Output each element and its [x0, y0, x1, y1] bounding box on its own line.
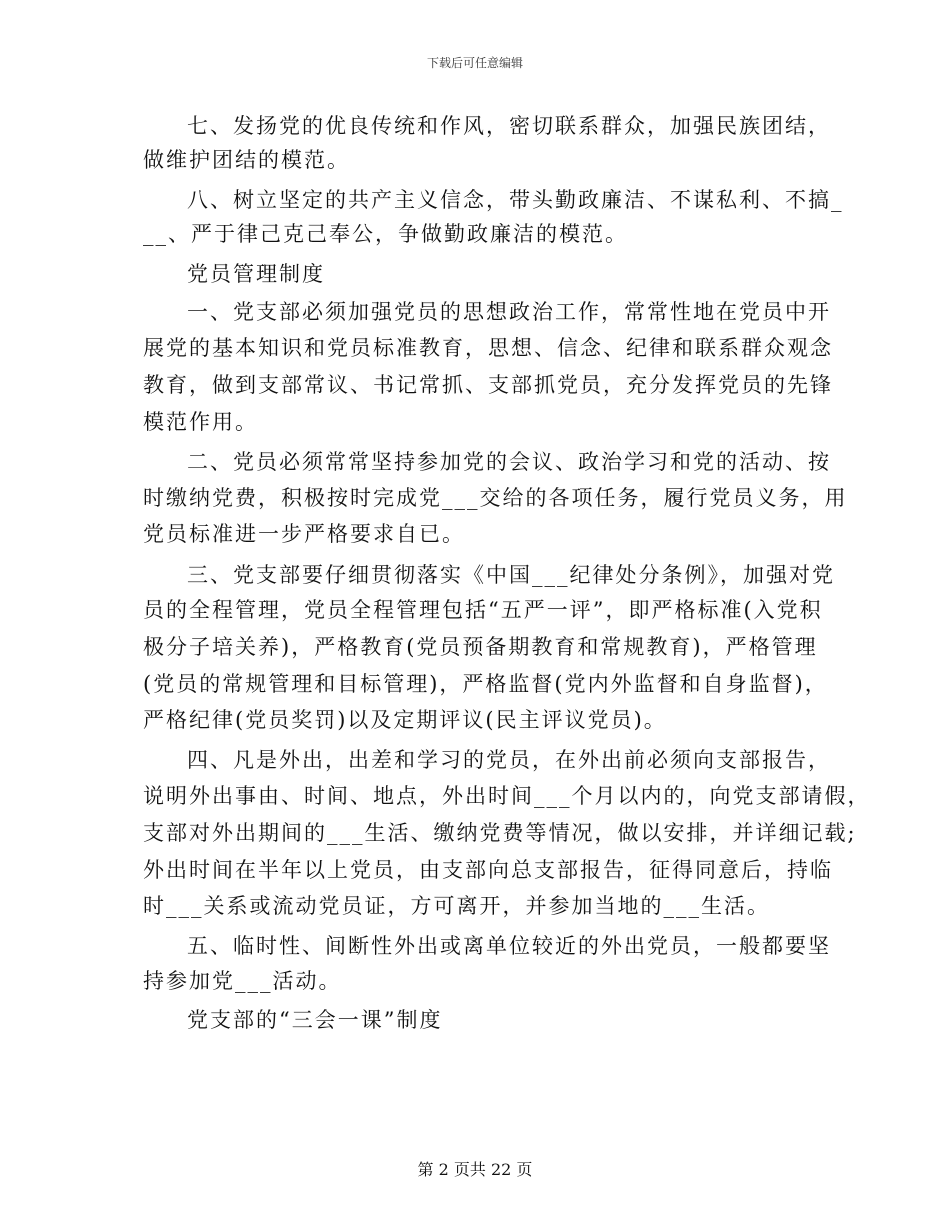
- text-line: 教育，做到支部常议、书记常抓、支部抓党员，充分发挥党员的先锋: [143, 373, 833, 397]
- section-heading: 党员管理制度: [187, 262, 325, 286]
- page-footer: 第 2 页共 22 页: [417, 1160, 533, 1179]
- text-line: 八、树立坚定的共产主义信念，带头勤政廉洁、不谋私利、不搞_: [187, 188, 844, 212]
- text-line: 五、临时性、间断性外出或离单位较近的外出党员，一般都要坚: [187, 934, 831, 958]
- text-line: (党员的常规管理和目标管理)，严格监督(党内外监督和自身监督)，: [143, 672, 828, 696]
- text-line: 支部对外出期间的___生活、缴纳党费等情况，做以安排，并详细记载;: [143, 821, 857, 845]
- text-line: 展党的基本知识和党员标准教育，思想、信念、纪律和联系群众观念: [143, 336, 833, 360]
- text-line: 严格纪律(党员奖罚)以及定期评议(民主评议党员)。: [143, 708, 667, 732]
- text-line: 说明外出事由、时间、地点，外出时间___个月以内的，向党支部请假，: [143, 784, 871, 808]
- text-line: 党员标准进一步严格要求自已。: [143, 522, 465, 546]
- text-line: 二、党员必须常常坚持参加党的会议、政治学习和党的活动、按: [187, 450, 831, 474]
- text-line: 持参加党___活动。: [143, 969, 342, 993]
- text-line: 极分子培关养)，严格教育(党员预备期教育和常规教育)，严格管理: [143, 635, 818, 659]
- text-line: 四、凡是外出，出差和学习的党员，在外出前必须向支部报告，: [187, 748, 831, 772]
- text-line: 七、发扬党的优良传统和作风，密切联系群众，加强民族团结，: [187, 114, 831, 138]
- text-line: 一、党支部必须加强党员的思想政治工作，常常性地在党员中开: [187, 300, 831, 324]
- text-line: 时缴纳党费，积极按时完成党___交给的各项任务，履行党员义务，用: [143, 486, 848, 510]
- section-heading: 党支部的“三会一课”制度: [187, 1008, 443, 1032]
- text-line: 时___关系或流动党员证，方可离开，并参加当地的___生活。: [143, 894, 770, 918]
- text-line: 员的全程管理，党员全程管理包括“五严一评”，即严格标准(入党积: [143, 598, 823, 622]
- text-line: 模范作用。: [143, 410, 258, 434]
- text-line: 做维护团结的模范。: [143, 148, 350, 172]
- page-header: 下载后可任意编辑: [426, 56, 523, 70]
- text-line: 三、党支部要仔细贯彻落实《中国___纪律处分条例》，加强对党: [187, 563, 835, 587]
- text-line: 外出时间在半年以上党员，由支部向总支部报告，征得同意后，持临: [143, 858, 833, 882]
- text-line: __、严于律己克己奉公，争做勤政廉洁的模范。: [143, 222, 628, 246]
